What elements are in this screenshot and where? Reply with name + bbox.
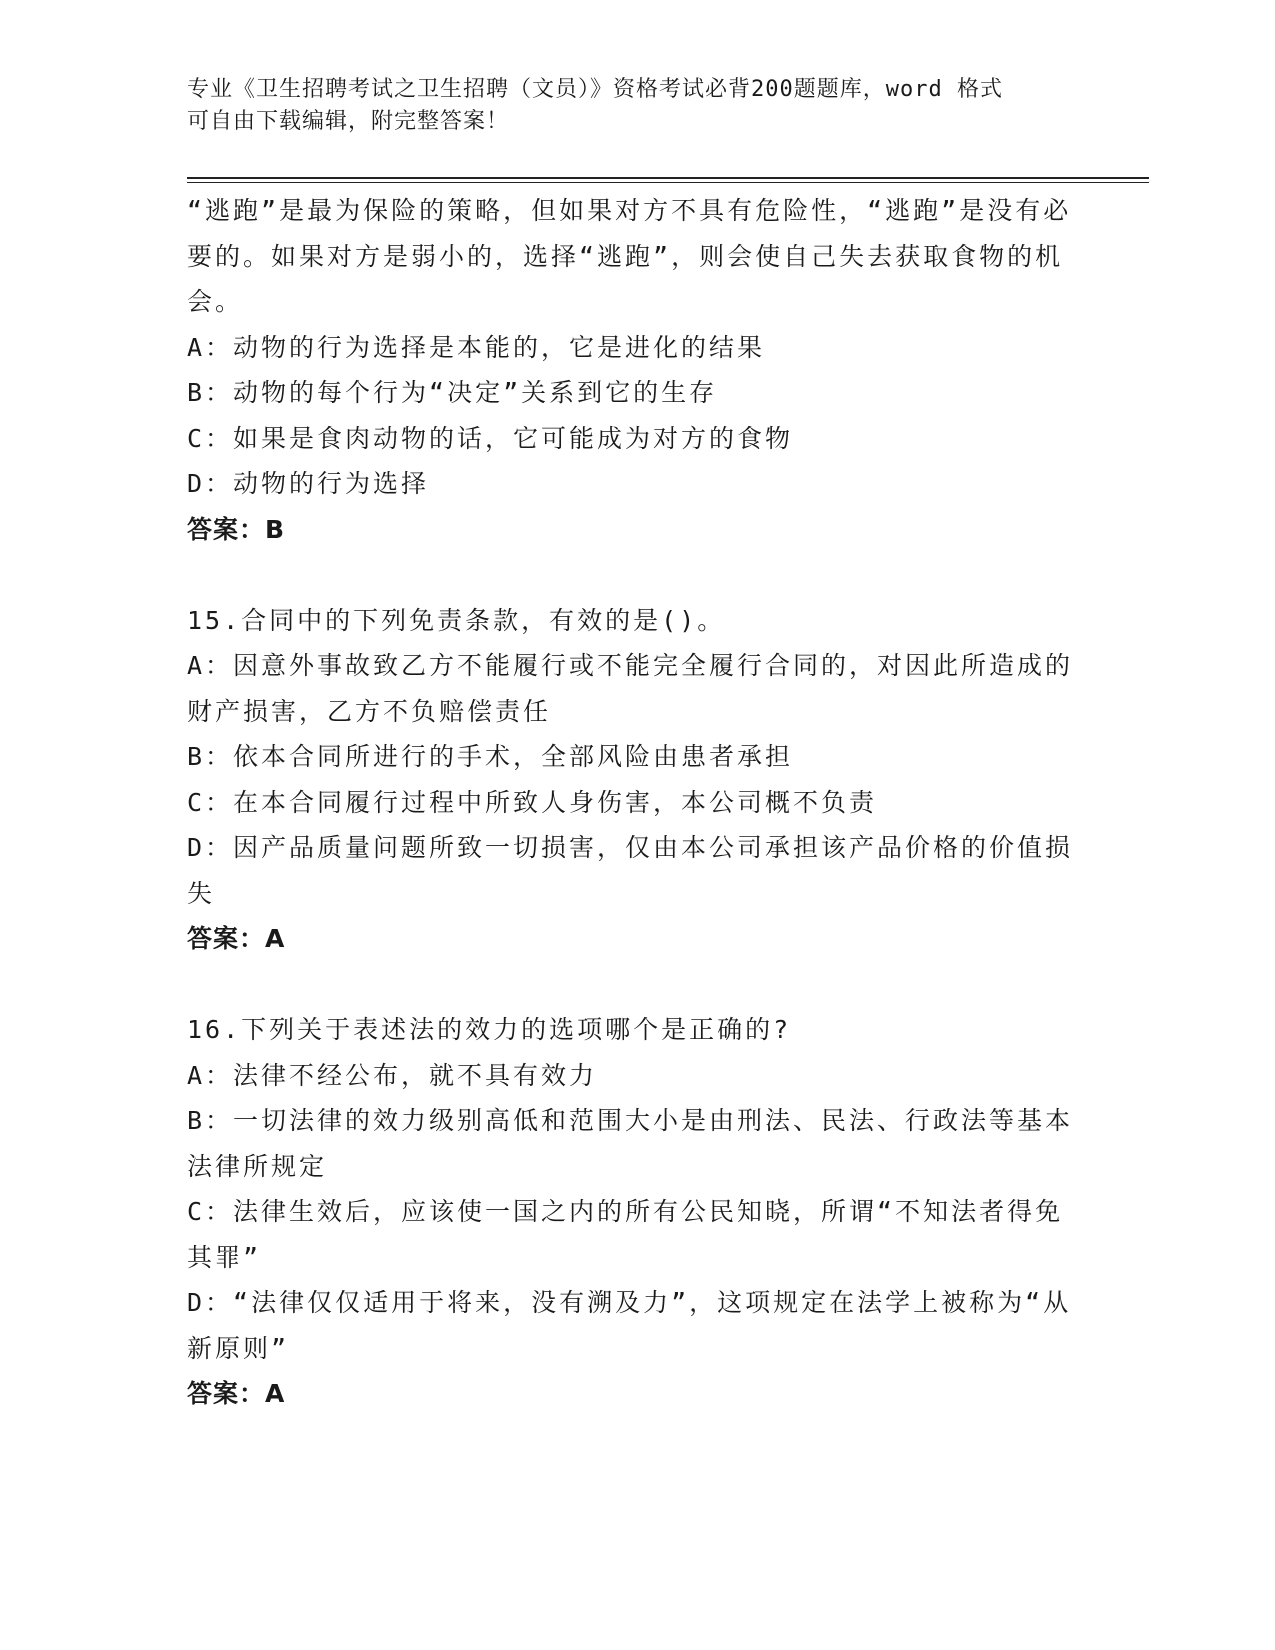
question-block-15: [187, 598, 1077, 962]
option-c: C：如果是食肉动物的话，它可能成为对方的食物: [187, 423, 794, 453]
question-block-14: [187, 188, 1077, 552]
option-a: A：因意外事故致乙方不能履行或不能完全履行合同的，对因此所造成的财产损害，乙方不负赔偿责任: [187, 651, 1074, 726]
answer-label: 答案：B: [187, 514, 286, 544]
option-b: B：动物的每个行为“决定”关系到它的生存: [187, 378, 718, 407]
option-a: A：法律不经公布，就不具有效力: [187, 1060, 598, 1090]
question-text: “逃跑”是最为保险的策略，但如果对方不具有危险性，“逃跑”是没有必要的。如果对方是弱小的，选择“逃跑”，则会使自己失去获取食物的机会。: [187, 196, 1072, 316]
question-text: 15.合同中的下列免责条款，有效的是()。: [187, 605, 726, 635]
option-a: A：动物的行为选择是本能的，它是进化的结果: [187, 332, 766, 362]
option-c: C：在本合同履行过程中所致人身伤害，本公司概不负责: [187, 787, 878, 817]
document-header: [187, 74, 1067, 138]
question-text: 16.下列关于表述法的效力的选项哪个是正确的?: [187, 1015, 792, 1044]
question-content: [187, 188, 1077, 1417]
question-block-16: [187, 1007, 1077, 1417]
header-divider-thick: [187, 177, 1149, 179]
option-d: D：动物的行为选择: [187, 469, 430, 498]
answer-label: 答案：A: [187, 1379, 286, 1408]
spacer: [187, 962, 1077, 1008]
option-b: B：依本合同所进行的手术，全部风险由患者承担: [187, 742, 794, 771]
option-b: B：一切法律的效力级别高低和范围大小是由刑法、民法、行政法等基本法律所规定: [187, 1106, 1074, 1181]
option-d: D：“法律仅仅适用于将来，没有溯及力”，这项规定在法学上被称为“从新原则”: [187, 1288, 1072, 1363]
header-line-2: 可自由下载编辑，附完整答案！: [187, 109, 510, 134]
header-line-1: 专业《卫生招聘考试之卫生招聘（文员）》资格考试必背200题题库，word 格式: [187, 77, 1003, 102]
spacer: [187, 552, 1077, 598]
answer-label: 答案：A: [187, 924, 286, 953]
option-d: D：因产品质量问题所致一切损害，仅由本公司承担该产品价格的价值损失: [187, 833, 1074, 908]
header-divider-thin: [187, 182, 1149, 183]
option-c: C：法律生效后，应该使一国之内的所有公民知晓，所谓“不知法者得免其罪”: [187, 1197, 1064, 1272]
